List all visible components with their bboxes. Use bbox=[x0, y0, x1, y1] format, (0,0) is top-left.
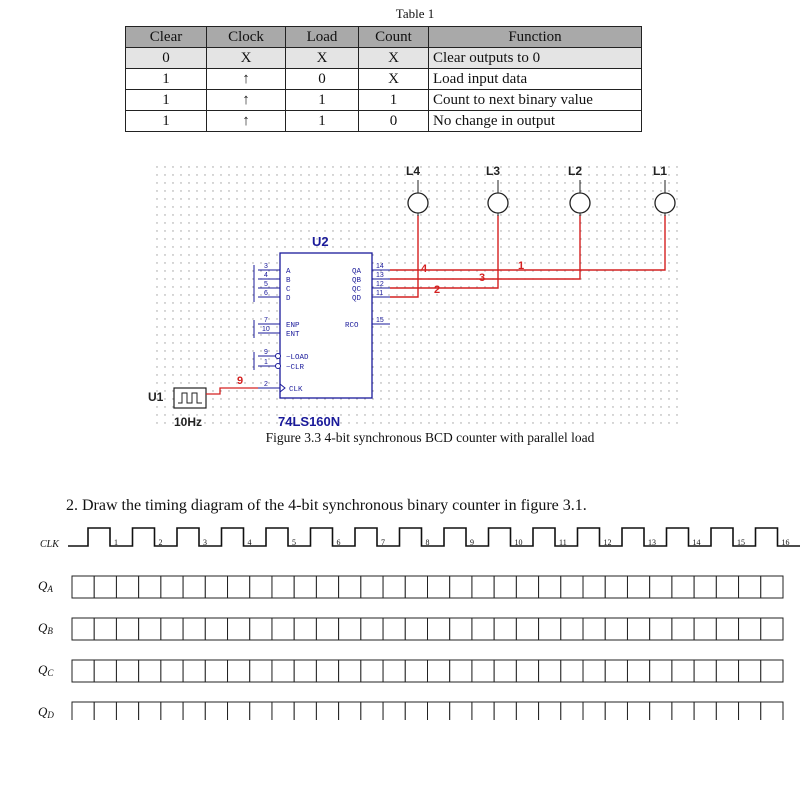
timing-grid-cell[interactable] bbox=[183, 660, 205, 682]
timing-grid-cell[interactable] bbox=[405, 618, 427, 640]
timing-grid-cell[interactable] bbox=[183, 576, 205, 598]
timing-grid-cell[interactable] bbox=[761, 702, 783, 720]
timing-grid-cell[interactable] bbox=[405, 660, 427, 682]
timing-grid-cell[interactable] bbox=[205, 618, 227, 640]
qd-label: QD bbox=[38, 704, 54, 720]
clock-cycle-number: 9 bbox=[470, 538, 474, 547]
timing-grid-cell[interactable] bbox=[672, 618, 694, 640]
timing-grid-cell[interactable] bbox=[650, 618, 672, 640]
clock-cycle-number: 6 bbox=[336, 538, 341, 547]
timing-grid-cell[interactable] bbox=[139, 702, 161, 720]
timing-grid-cell[interactable] bbox=[94, 660, 116, 682]
timing-grid-cell[interactable] bbox=[250, 618, 272, 640]
timing-grid-cell[interactable] bbox=[583, 660, 605, 682]
clock-cycle-number: 14 bbox=[692, 538, 701, 547]
timing-grid-row bbox=[72, 702, 783, 720]
timing-grid-cell[interactable] bbox=[428, 576, 450, 598]
timing-grid-cell[interactable] bbox=[739, 576, 761, 598]
timing-grid-cell[interactable] bbox=[250, 576, 272, 598]
timing-grid-cell[interactable] bbox=[72, 660, 94, 682]
timing-grid-cell[interactable] bbox=[339, 660, 361, 682]
timing-grid-cell[interactable] bbox=[494, 660, 516, 682]
timing-grid-cell[interactable] bbox=[450, 702, 472, 720]
lamp-label: L2 bbox=[568, 164, 583, 178]
net-label: 9 bbox=[237, 375, 244, 387]
header-load: Load bbox=[286, 27, 359, 48]
clock-cycle-number: 3 bbox=[203, 538, 207, 547]
pin-name: QA bbox=[352, 268, 362, 276]
timing-grid-cell[interactable] bbox=[516, 660, 538, 682]
timing-grid-row bbox=[72, 618, 783, 640]
table-row bbox=[126, 111, 642, 132]
table-cell: X bbox=[286, 48, 359, 69]
timing-grid-cell[interactable] bbox=[228, 660, 250, 682]
timing-grid-cell[interactable] bbox=[761, 618, 783, 640]
clock-cycle-number: 15 bbox=[737, 538, 745, 547]
timing-grid-cell[interactable] bbox=[605, 618, 627, 640]
table-cell: ↑ bbox=[207, 69, 286, 90]
timing-grid-cell[interactable] bbox=[739, 618, 761, 640]
table-cell: 1 bbox=[126, 90, 207, 111]
table-header-row bbox=[126, 27, 642, 48]
timing-grid-cell[interactable] bbox=[72, 618, 94, 640]
pin-name: QB bbox=[352, 277, 362, 285]
timing-grid-cell[interactable] bbox=[139, 660, 161, 682]
timing-grid-cell[interactable] bbox=[761, 576, 783, 598]
timing-grid-cell[interactable] bbox=[694, 660, 716, 682]
timing-grid-cell[interactable] bbox=[161, 576, 183, 598]
timing-grid-cell[interactable] bbox=[761, 660, 783, 682]
table-cell: No change in output bbox=[429, 111, 642, 132]
circuit-schematic bbox=[140, 158, 700, 428]
timing-grid-cell[interactable] bbox=[605, 660, 627, 682]
clock-cycle-number: 5 bbox=[292, 538, 296, 547]
pin-name: ~CLR bbox=[286, 364, 305, 372]
timing-grid-cell[interactable] bbox=[116, 702, 138, 720]
lamp-l3-icon bbox=[488, 193, 508, 213]
timing-grid-cell[interactable] bbox=[183, 702, 205, 720]
timing-grid-cell[interactable] bbox=[139, 576, 161, 598]
pin-name: ENP bbox=[286, 322, 300, 330]
timing-grid-cell[interactable] bbox=[694, 702, 716, 720]
table-cell: 1 bbox=[126, 111, 207, 132]
timing-grid-cell[interactable] bbox=[627, 576, 649, 598]
table-cell: Clear outputs to 0 bbox=[429, 48, 642, 69]
clr-bubble bbox=[276, 364, 281, 369]
header-function: Function bbox=[429, 27, 642, 48]
timing-grid-cell[interactable] bbox=[205, 576, 227, 598]
timing-grid-cell[interactable] bbox=[161, 660, 183, 682]
pin-number: 3 bbox=[264, 263, 268, 270]
timing-grid-cell[interactable] bbox=[72, 702, 94, 720]
timing-grid-cell[interactable] bbox=[716, 618, 738, 640]
lamp-l1-icon bbox=[655, 193, 675, 213]
clock-cycle-number: 1 bbox=[114, 538, 118, 547]
chip-part-number: 74LS160N bbox=[278, 414, 341, 428]
timing-grid-cell[interactable] bbox=[339, 702, 361, 720]
timing-grid-cell[interactable] bbox=[361, 618, 383, 640]
timing-grid-cell[interactable] bbox=[116, 660, 138, 682]
table-caption: Table 1 bbox=[395, 6, 435, 21]
timing-grid-cell[interactable] bbox=[716, 702, 738, 720]
timing-grid-cell[interactable] bbox=[272, 618, 294, 640]
timing-grid-cell[interactable] bbox=[605, 702, 627, 720]
pin-name: ~LOAD bbox=[286, 354, 309, 362]
pin-name: D bbox=[286, 295, 291, 303]
pin-name: A bbox=[286, 268, 291, 276]
timing-grid-cell[interactable] bbox=[516, 576, 538, 598]
lamp-l4-icon bbox=[408, 193, 428, 213]
timing-grid-cell[interactable] bbox=[405, 702, 427, 720]
qc-label: QC bbox=[38, 662, 54, 678]
qb-label: QB bbox=[38, 620, 53, 636]
pin-name: ENT bbox=[286, 331, 300, 339]
timing-grid-cell[interactable] bbox=[428, 660, 450, 682]
timing-grid-cell[interactable] bbox=[694, 618, 716, 640]
timing-grid-cell[interactable] bbox=[450, 618, 472, 640]
timing-grid-cell[interactable] bbox=[228, 618, 250, 640]
table-cell: X bbox=[207, 48, 286, 69]
clock-cycle-number: 10 bbox=[514, 538, 523, 547]
timing-grid-cell[interactable] bbox=[383, 618, 405, 640]
table-row bbox=[126, 90, 642, 111]
function-table bbox=[125, 26, 642, 132]
chip-ref: U2 bbox=[312, 234, 329, 249]
table-cell: X bbox=[359, 69, 429, 90]
net-label: 3 bbox=[479, 272, 486, 284]
table-cell: ↑ bbox=[207, 90, 286, 111]
timing-grid-cell[interactable] bbox=[361, 660, 383, 682]
timing-grid-cell[interactable] bbox=[316, 702, 338, 720]
timing-grid-cell[interactable] bbox=[339, 576, 361, 598]
timing-grid-cell[interactable] bbox=[383, 660, 405, 682]
timing-grid-cell[interactable] bbox=[383, 702, 405, 720]
timing-grid-cell[interactable] bbox=[472, 576, 494, 598]
clock-cycle-number: 11 bbox=[559, 538, 567, 547]
timing-grid-cell[interactable] bbox=[183, 618, 205, 640]
timing-grid-cell[interactable] bbox=[450, 660, 472, 682]
timing-diagram bbox=[0, 520, 800, 720]
timing-grid-cell[interactable] bbox=[116, 618, 138, 640]
lamp-label: L3 bbox=[486, 164, 501, 178]
figure-caption: Figure 3.3 4-bit synchronous BCD counter with parallel load bbox=[265, 430, 595, 445]
timing-grid-cell[interactable] bbox=[539, 702, 561, 720]
pin-name: RCO bbox=[345, 322, 359, 330]
timing-grid-cell[interactable] bbox=[650, 660, 672, 682]
timing-grid-cell[interactable] bbox=[294, 660, 316, 682]
timing-grid-cell[interactable] bbox=[228, 702, 250, 720]
timing-grid-cell[interactable] bbox=[672, 702, 694, 720]
pin-name: CLK bbox=[289, 386, 303, 394]
timing-grid-cell[interactable] bbox=[561, 660, 583, 682]
net-label: 4 bbox=[421, 263, 428, 275]
timing-grid-cell[interactable] bbox=[561, 702, 583, 720]
timing-grid-cell[interactable] bbox=[472, 618, 494, 640]
clock-frequency: 10Hz bbox=[174, 415, 203, 428]
pin-number: 10 bbox=[262, 326, 270, 333]
timing-grid-cell[interactable] bbox=[294, 576, 316, 598]
timing-grid-cell[interactable] bbox=[494, 702, 516, 720]
table-cell: 0 bbox=[126, 48, 207, 69]
timing-grid-cell[interactable] bbox=[672, 576, 694, 598]
timing-grid-cell[interactable] bbox=[205, 660, 227, 682]
timing-grid-cell[interactable] bbox=[516, 618, 538, 640]
pin-number: 9 bbox=[264, 349, 268, 356]
timing-grid-cell[interactable] bbox=[627, 660, 649, 682]
clock-ref: U1 bbox=[148, 390, 164, 404]
timing-grid-cell[interactable] bbox=[94, 576, 116, 598]
timing-grid-cell[interactable] bbox=[494, 576, 516, 598]
pin-number: 13 bbox=[376, 272, 384, 279]
clock-cycle-number: 8 bbox=[425, 538, 430, 547]
lamp-label: L4 bbox=[406, 164, 421, 178]
timing-grid-cell[interactable] bbox=[316, 576, 338, 598]
pin-name: B bbox=[286, 277, 291, 285]
pin-name: C bbox=[286, 286, 291, 294]
pin-number: 12 bbox=[376, 281, 384, 288]
pin-name: QD bbox=[352, 295, 362, 303]
question-text: 2. Draw the timing diagram of the 4-bit synchronous binary counter in figure 3.1. bbox=[66, 497, 587, 514]
table-cell: Count to next binary value bbox=[429, 90, 642, 111]
clock-waveform bbox=[68, 528, 800, 546]
clock-cycle-number: 12 bbox=[603, 538, 612, 547]
timing-grid-cell[interactable] bbox=[539, 660, 561, 682]
table-row bbox=[126, 69, 642, 90]
timing-grid-cell[interactable] bbox=[161, 702, 183, 720]
clock-cycle-number: 4 bbox=[247, 538, 252, 547]
timing-grid-cell[interactable] bbox=[739, 660, 761, 682]
pin-number: 15 bbox=[376, 317, 384, 324]
timing-grid-cell[interactable] bbox=[272, 702, 294, 720]
lamp-label: L1 bbox=[653, 164, 668, 178]
clk-label: CLK bbox=[40, 539, 59, 550]
table-cell: Load input data bbox=[429, 69, 642, 90]
pin-number: 5 bbox=[264, 281, 268, 288]
timing-grid-cell[interactable] bbox=[561, 618, 583, 640]
timing-grid-cell[interactable] bbox=[583, 702, 605, 720]
clock-cycle-number: 16 bbox=[781, 538, 790, 547]
timing-grid-cell[interactable] bbox=[694, 576, 716, 598]
timing-grid-cell[interactable] bbox=[316, 660, 338, 682]
timing-grid-cell[interactable] bbox=[672, 660, 694, 682]
pin-number: 1 bbox=[264, 359, 268, 366]
header-clear: Clear bbox=[126, 27, 207, 48]
timing-grid-cell[interactable] bbox=[739, 702, 761, 720]
pin-number: 6 bbox=[264, 290, 268, 297]
table-cell: 1 bbox=[126, 69, 207, 90]
timing-grid-cell[interactable] bbox=[316, 618, 338, 640]
timing-grid-cell[interactable] bbox=[294, 702, 316, 720]
timing-grid-cell[interactable] bbox=[605, 576, 627, 598]
timing-grid-cell[interactable] bbox=[116, 576, 138, 598]
timing-grid-cell[interactable] bbox=[472, 660, 494, 682]
timing-grid-cell[interactable] bbox=[716, 576, 738, 598]
timing-grid-cell[interactable] bbox=[450, 576, 472, 598]
pin-number: 4 bbox=[264, 272, 268, 279]
timing-grid-cell[interactable] bbox=[627, 702, 649, 720]
timing-grid-cell[interactable] bbox=[539, 576, 561, 598]
timing-grid-cell[interactable] bbox=[250, 660, 272, 682]
table-row bbox=[126, 48, 642, 69]
pin-number: 14 bbox=[376, 263, 384, 270]
timing-grid-cell[interactable] bbox=[428, 618, 450, 640]
pin-number: 7 bbox=[264, 317, 268, 324]
timing-grid-cell[interactable] bbox=[139, 618, 161, 640]
pin-name: QC bbox=[352, 286, 362, 294]
timing-grid-cell[interactable] bbox=[516, 702, 538, 720]
table-cell: ↑ bbox=[207, 111, 286, 132]
timing-grid-cell[interactable] bbox=[383, 576, 405, 598]
timing-grid-cell[interactable] bbox=[539, 618, 561, 640]
timing-grid-cell[interactable] bbox=[494, 618, 516, 640]
table-cell: 1 bbox=[359, 90, 429, 111]
pin-number: 11 bbox=[376, 290, 384, 297]
timing-grid-cell[interactable] bbox=[405, 576, 427, 598]
clock-source-icon bbox=[174, 388, 206, 408]
timing-grid-cell[interactable] bbox=[205, 702, 227, 720]
timing-grid-cell[interactable] bbox=[627, 618, 649, 640]
timing-grid-cell[interactable] bbox=[94, 618, 116, 640]
table-cell: 1 bbox=[286, 111, 359, 132]
timing-grid-cell[interactable] bbox=[650, 576, 672, 598]
net-label: 2 bbox=[434, 284, 441, 296]
timing-grid-cell[interactable] bbox=[94, 702, 116, 720]
table-cell: X bbox=[359, 48, 429, 69]
timing-grid-cell[interactable] bbox=[228, 576, 250, 598]
timing-grid-cell[interactable] bbox=[716, 660, 738, 682]
header-count: Count bbox=[359, 27, 429, 48]
timing-grid-cell[interactable] bbox=[272, 660, 294, 682]
timing-grid-cell[interactable] bbox=[428, 702, 450, 720]
pin-number: 2 bbox=[264, 381, 268, 388]
load-bubble bbox=[276, 354, 281, 359]
timing-grid-cell[interactable] bbox=[650, 702, 672, 720]
header-clock: Clock bbox=[207, 27, 286, 48]
table-cell: 1 bbox=[286, 90, 359, 111]
timing-grid-cell[interactable] bbox=[161, 618, 183, 640]
timing-grid-row bbox=[72, 576, 783, 598]
timing-grid-cell[interactable] bbox=[472, 702, 494, 720]
net-label: 1 bbox=[518, 260, 525, 272]
table-cell: 0 bbox=[359, 111, 429, 132]
table-cell: 0 bbox=[286, 69, 359, 90]
timing-grid-cell[interactable] bbox=[272, 576, 294, 598]
qa-label: QA bbox=[38, 578, 53, 594]
timing-grid-cell[interactable] bbox=[561, 576, 583, 598]
clock-cycle-number: 7 bbox=[381, 538, 385, 547]
timing-grid-cell[interactable] bbox=[361, 702, 383, 720]
timing-grid-cell[interactable] bbox=[72, 576, 94, 598]
timing-grid-cell[interactable] bbox=[294, 618, 316, 640]
lamp-l2-icon bbox=[570, 193, 590, 213]
clock-cycle-number: 2 bbox=[158, 538, 163, 547]
clock-cycle-number: 13 bbox=[648, 538, 656, 547]
timing-grid-cell[interactable] bbox=[361, 576, 383, 598]
timing-grid-cell[interactable] bbox=[583, 618, 605, 640]
timing-grid-row bbox=[72, 660, 783, 682]
timing-grid-cell[interactable] bbox=[250, 702, 272, 720]
timing-grid-cell[interactable] bbox=[339, 618, 361, 640]
timing-grid-cell[interactable] bbox=[583, 576, 605, 598]
